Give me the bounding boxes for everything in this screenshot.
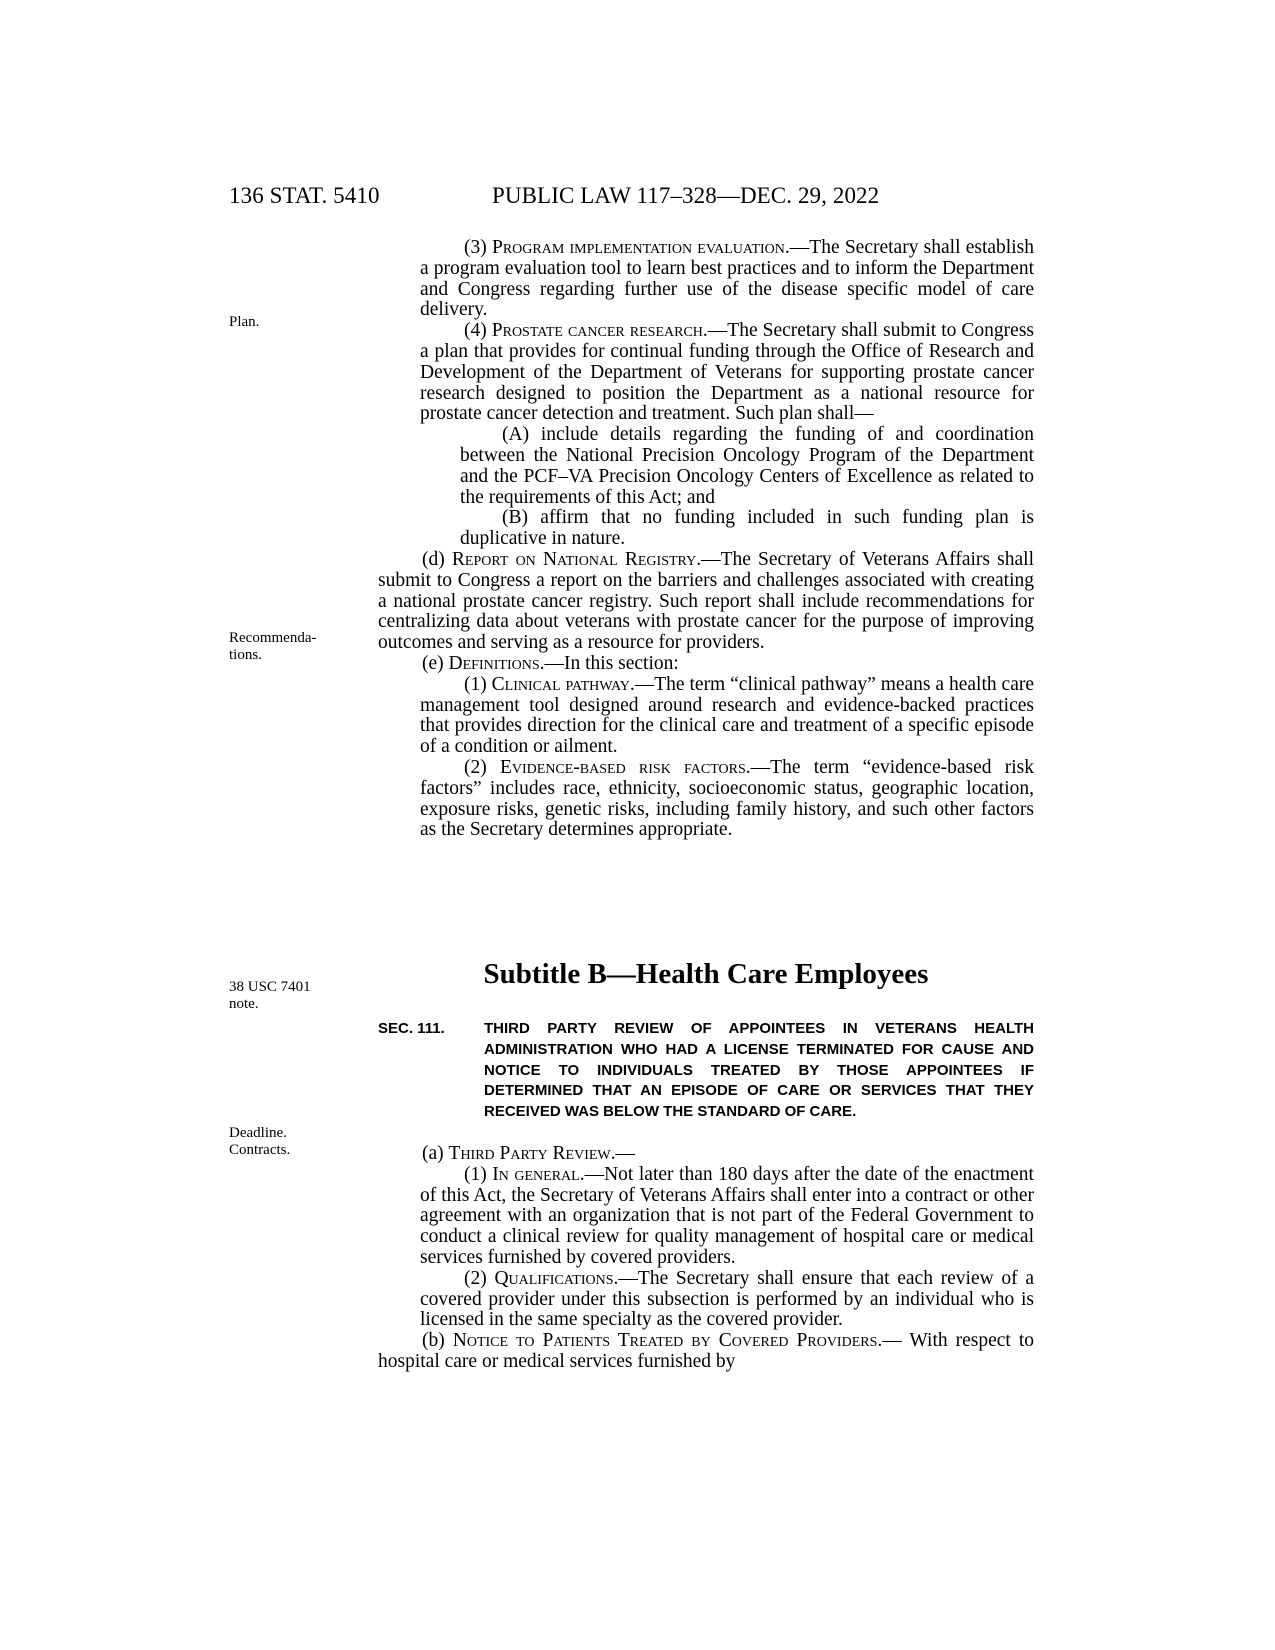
statute-page-number: 136 STAT. 5410 (229, 183, 380, 208)
margin-note-line: Contracts. (229, 1142, 291, 1158)
subsection-report-national-registry (378, 550, 1034, 654)
subsection-definitions (378, 654, 1034, 675)
paragraph-number: (a) (422, 1143, 449, 1164)
section-heading (378, 1019, 1034, 1123)
margin-note-line: 38 USC 7401 (229, 979, 311, 995)
subparagraph-b: (B) affirm that no funding included in such funding plan is duplicative in nature. (460, 507, 1034, 550)
paragraph-text: .—The Secretary shall submit to Congress a plan that provides for continual funding through the Office of Research and Development of the Department of Veterans for supporting prostate cancer research designed to position the Department as a national resource for prostate cancer detection and treatment. Such plan shall— (420, 320, 1034, 425)
paragraph-number: (1) (464, 1163, 493, 1185)
paragraph-text: .—The Secretary shall establish a program evaluation tool to learn best practices and to inform the Department and Congress regarding further use of the disease specific model of care delivery. (420, 237, 1034, 321)
paragraph-heading: Prostate cancer research (491, 320, 703, 342)
paragraph-number: (b) (422, 1330, 453, 1352)
paragraph-text: .— (610, 1143, 635, 1164)
paragraph-in-general (378, 1165, 1034, 1269)
paragraph-clinical-pathway (378, 675, 1034, 758)
paragraph-number: (3) (464, 237, 492, 258)
margin-note-usc (229, 979, 339, 1013)
paragraph-number: (2) (464, 1267, 495, 1289)
paragraph-heading: Third Party Review (448, 1143, 611, 1164)
subtitle-heading: Subtitle B—Health Care Employees (483, 958, 929, 990)
paragraph-number: (d) (422, 548, 452, 570)
paragraph-heading: Clinical pathway (491, 673, 630, 695)
margin-note-line: tions. (229, 647, 262, 663)
subparagraph-a: (A) include details regarding the funding of and coordination between the National Precision Oncology Program of the Department and the PCF–VA Precision Oncology Centers of Excellence as related to the requirements of this Act; and (460, 424, 1034, 508)
paragraph-text: .—The Secretary of Veterans Affairs shall submit to Congress a report on the barriers and challenges associated with creating a national prostate cancer registry. Such report shall include recommendations for centralizing data about veterans with prostate cancer for the purpose of improving outcomes and serving as a resource for providers. (378, 548, 1034, 654)
paragraph-qualifications (378, 1269, 1034, 1331)
paragraph-evidence-based-risk-factors (378, 758, 1034, 841)
paragraph-number: (e) (422, 652, 449, 674)
paragraph-text: .— With respect to hospital care or medical services furnished by (378, 1330, 1034, 1372)
margin-note-line: Recommenda- (229, 630, 317, 646)
paragraph-number: (2) (464, 756, 500, 778)
section-number: SEC. 111. (378, 1020, 445, 1037)
paragraph-text: .—Not later than 180 days after the date of the enactment of this Act, the Secretary of Veterans Affairs shall enter into a contract or other agreement with an organization that is not part of the Federal Government to conduct a clinical review for quality management of hospital care or medical services furnished by covered providers. (420, 1163, 1034, 1268)
paragraph-heading: Evidence-based risk factors (499, 756, 746, 778)
paragraph-program-implementation-evaluation (378, 238, 1034, 321)
paragraph-text: .—The Secretary shall ensure that each review of a covered provider under this subsection is performed by an individual who is licensed in the same specialty as the covered provider. (420, 1267, 1034, 1331)
paragraph-heading: Report on National Registry (451, 548, 697, 570)
paragraph-prostate-cancer-research (378, 321, 1034, 425)
paragraph-heading: Qualifications (494, 1267, 614, 1289)
subsection-notice-to-patients (378, 1331, 1034, 1373)
public-law-title: PUBLIC LAW 117–328—DEC. 29, 2022 (492, 183, 880, 208)
margin-note-line: note. (229, 996, 259, 1012)
margin-note-line: Deadline. (229, 1125, 287, 1141)
paragraph-heading: Notice to Patients Treated by Covered Providers (452, 1330, 878, 1352)
paragraph-text: .—The term “evidence-based risk factors” includes race, ethnicity, socioeconomic status, geographic location, exposure risks, genetic risks, including family history, and such other factors as the Secretary determines appropriate. (420, 756, 1034, 841)
margin-note-recommendations (229, 630, 339, 664)
paragraph-number: (1) (464, 673, 492, 695)
paragraph-text: .—In this section: (539, 652, 679, 674)
body-text-upper (378, 238, 1034, 841)
margin-note-plan: Plan. (229, 314, 260, 330)
subsection-third-party-review (378, 1144, 1034, 1165)
body-text-lower (378, 1144, 1034, 1373)
paragraph-heading: Program implementation evaluation (491, 237, 785, 258)
section-title: THIRD PARTY REVIEW OF APPOINTEES IN VETERANS HEALTH ADMINISTRATION WHO HAD A LICENSE TERMINATED FOR CAUSE AND NOTICE TO INDIVIDUALS TREATED BY THOSE APPOINTEES IF DETERMINED THAT AN EPISODE OF CARE OR SERVICES THAT THEY RECEIVED WAS BELOW THE STANDARD OF CARE. (484, 1020, 1034, 1121)
paragraph-number: (4) (464, 320, 492, 342)
paragraph-text: .—The term “clinical pathway” means a health care management tool designed around research and evidence-backed practices that provides direction for the clinical care and treatment of a specific episode of a condition or ailment. (420, 673, 1035, 758)
margin-note-deadline-contracts (229, 1125, 339, 1159)
paragraph-heading: In general (492, 1163, 580, 1185)
paragraph-heading: Definitions (448, 652, 540, 674)
